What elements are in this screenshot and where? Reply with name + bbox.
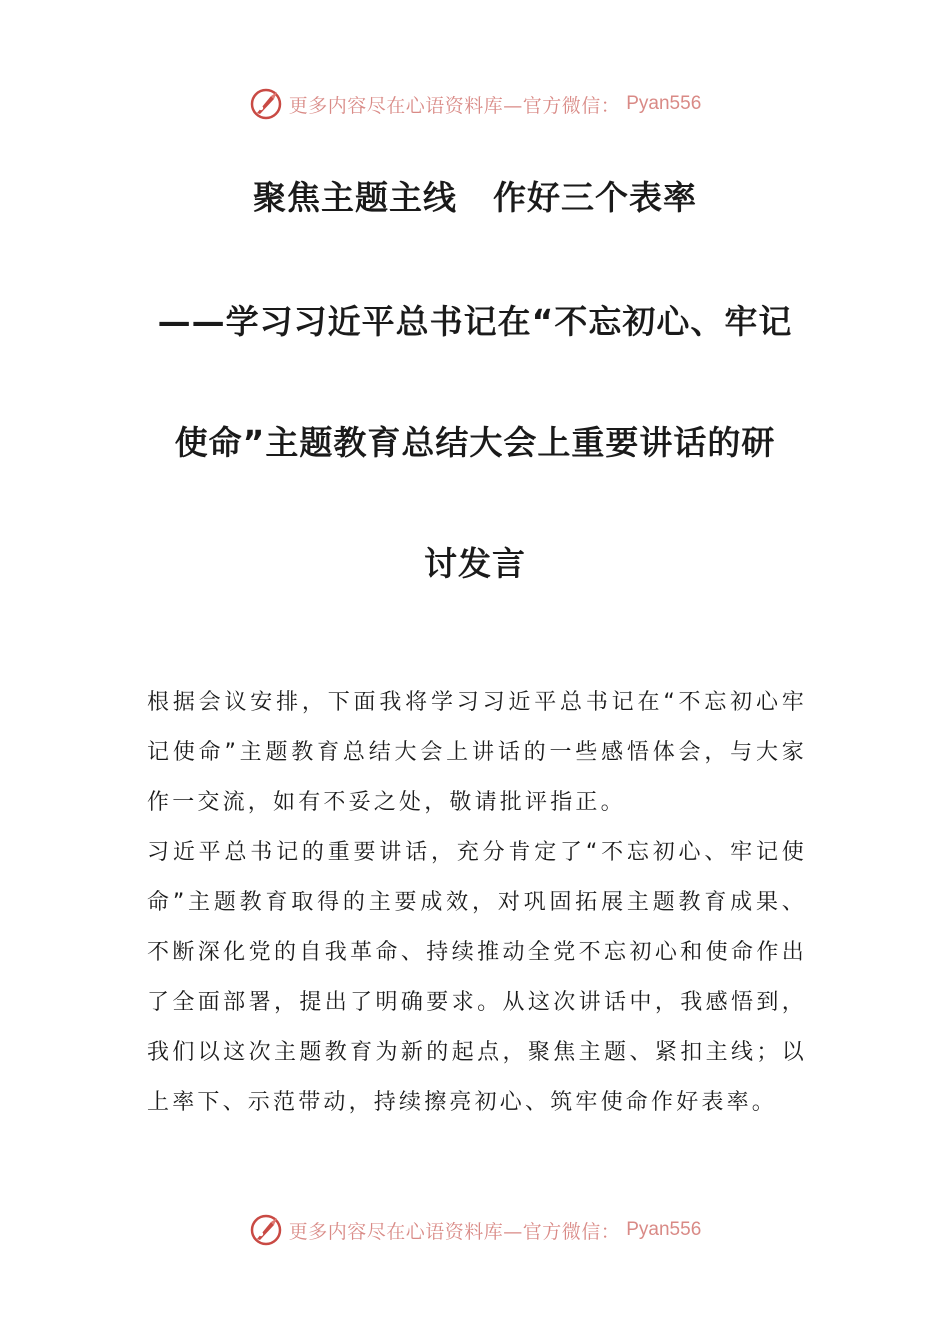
body-paragraph-1: 根据会议安排，下面我将学习习近平总书记在“不忘初心牢记使命”主题教育总结大会上讲话的一些感悟体会，与大家作一交流，如有不妥之处，敬请批评指正。	[147, 690, 807, 815]
watermark-wechat-id: Pyan556	[626, 1219, 702, 1240]
watermark-text: 更多内容尽在心语资料库—官方微信：	[288, 94, 621, 117]
document-body	[147, 678, 807, 1128]
subtitle-line-3: 讨发言	[424, 544, 526, 583]
main-title-part2: 作好三个表率	[493, 178, 697, 217]
main-title	[130, 168, 820, 228]
watermark-text: 更多内容尽在心语资料库—官方微信：	[288, 1220, 621, 1243]
header-watermark	[0, 84, 950, 124]
quill-pen-logo-icon	[249, 1213, 283, 1247]
watermark-wechat-id: Pyan556	[626, 93, 702, 114]
body-paragraph-2: 习近平总书记的重要讲话，充分肯定了“不忘初心、牢记使命”主题教育取得的主要成效，对巩固拓展主题教育成果、不断深化党的自我革命、持续推动全党不忘初心和使命作出了全面部署，提出了明确要求。从这次讲话中，我感悟到，我们以这次主题教育为新的起点，聚焦主题、紧扣主线；以上率下、示范带动，持续擦亮初心、筑牢使命作好表率。	[147, 840, 807, 1115]
footer-watermark	[0, 1210, 950, 1250]
document-title-block	[130, 168, 820, 594]
subtitle-line-2: 使命”主题教育总结大会上重要讲话的研	[174, 423, 776, 462]
subtitle-line-1: ——学习习近平总书记在“不忘初心、牢记	[157, 302, 793, 341]
main-title-part1: 聚焦主题主线	[253, 178, 457, 217]
quill-pen-logo-icon	[249, 87, 283, 121]
